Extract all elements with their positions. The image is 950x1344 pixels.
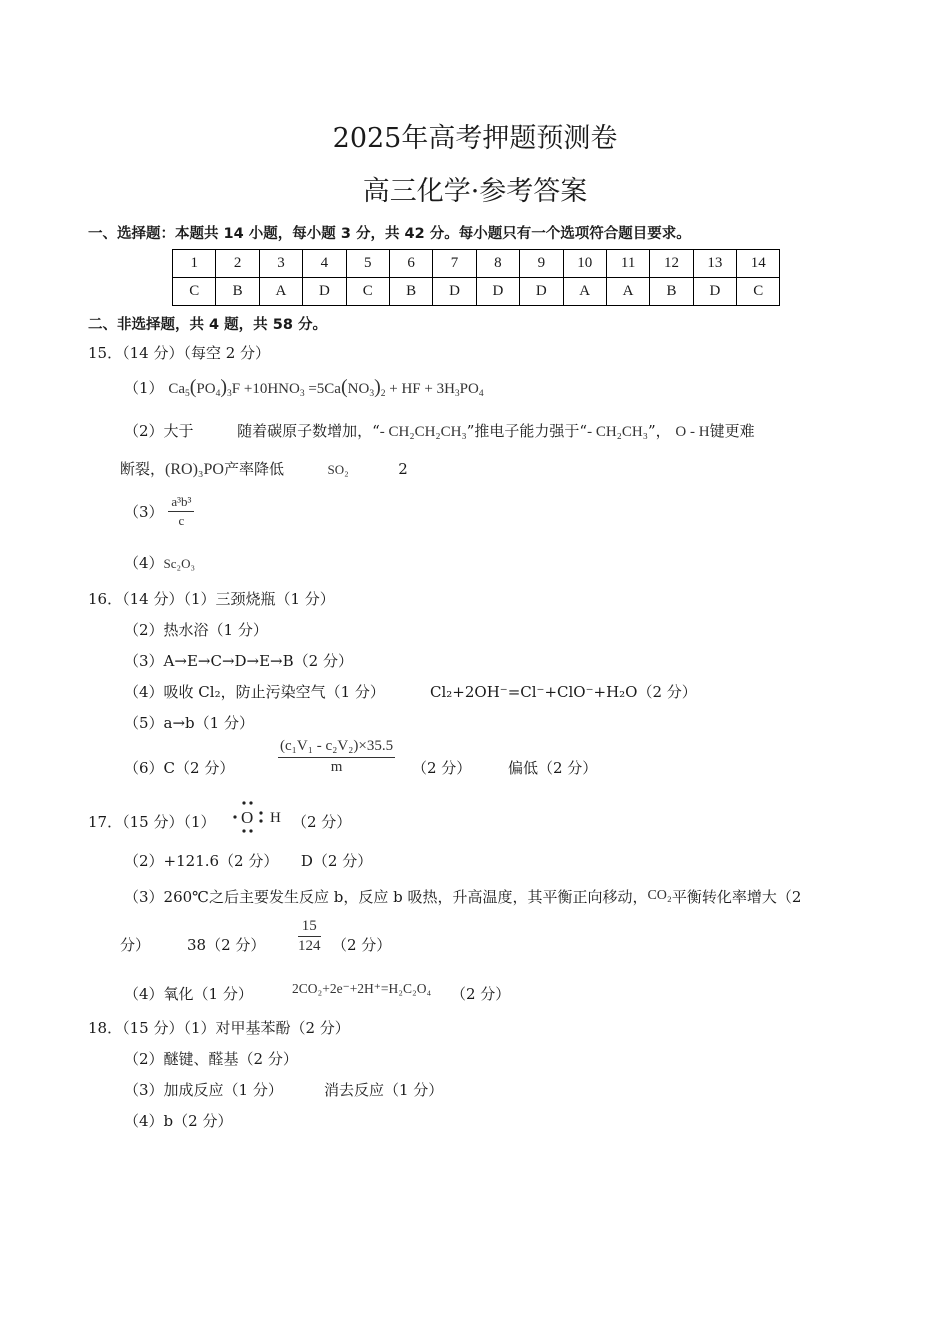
- q18-part3a: （3）加成反应（1 分）: [124, 1081, 283, 1099]
- answer-table-number-cell: 14: [737, 250, 780, 278]
- answer-table-number-cell: 2: [216, 250, 259, 278]
- q15-part4: [124, 552, 195, 573]
- answer-table-answer-cell: D: [476, 278, 519, 306]
- q15-part1-label: （1）: [124, 379, 164, 397]
- q15-part3-fraction: [168, 494, 194, 529]
- q15-part2-product: (RO)₃PO: [165, 461, 224, 478]
- q17-part3-line2b: 38（2 分）: [187, 936, 266, 954]
- q17-part3-line2c: （2 分）: [332, 936, 392, 954]
- q15-part2-line2: [120, 458, 408, 479]
- q16-part5: （5）a→b（1 分）: [124, 714, 254, 732]
- hydroxyl-electron-dot-structure: [230, 800, 290, 836]
- q15-part2-line1: [124, 420, 755, 441]
- q16-part6-label: （6）C（2 分）: [124, 759, 235, 777]
- electron-dot-diagram-icon: [230, 800, 290, 836]
- answer-table-number-cell: 5: [346, 250, 389, 278]
- answer-table-answer-cell: C: [737, 278, 780, 306]
- q15-part2-oh-bond: O - H: [675, 424, 710, 440]
- q15-part2-so2: SO₂: [327, 462, 349, 477]
- q17-part3-line1: [124, 886, 801, 907]
- q16-part2: （2）热水浴（1 分）: [124, 621, 268, 639]
- oxygen-symbol: O: [241, 808, 254, 827]
- section-heading-nonchoice: 二、非选择题，共 4 题，共 58 分。: [88, 317, 327, 333]
- q17-part3-numerator: 15: [298, 918, 321, 937]
- answer-table-number-cell: 9: [520, 250, 563, 278]
- answer-table-number-row: [173, 250, 780, 278]
- answer-table-answer-row: [173, 278, 780, 306]
- answer-table-number-cell: 12: [650, 250, 693, 278]
- q16-part6-score: （2 分）: [412, 759, 472, 777]
- hydrogen-symbol: H: [270, 810, 281, 826]
- q17-part3-co2: CO₂: [647, 888, 672, 903]
- answer-table-number-cell: 10: [563, 250, 606, 278]
- answer-table-answer-cell: D: [520, 278, 563, 306]
- q15-header: 15．（14 分）（每空 2 分）: [88, 344, 271, 362]
- q17-part1-score: （2 分）: [292, 813, 352, 831]
- page-title: 2025年高考押题预测卷: [332, 123, 618, 154]
- answer-table-number-cell: 7: [433, 250, 476, 278]
- q18-part3b: 消去反应（1 分）: [324, 1081, 444, 1099]
- q15-part3-numerator: a³b³: [168, 494, 194, 512]
- answer-table-answer-cell: B: [216, 278, 259, 306]
- q15-part4-label: （4）: [124, 554, 164, 572]
- q17-part3-text: （3）260℃之后主要发生反应 b，反应 b 吸热，升高温度，其平衡正向移动，: [124, 888, 648, 906]
- answer-table-answer-cell: D: [693, 278, 736, 306]
- section-heading-choice: 一、选择题：本题共 14 小题，每小题 3 分，共 42 分。每小题只有一个选项符合题目要求。: [88, 226, 691, 242]
- q15-part2-text: 随着碳原子数增加，“: [237, 422, 380, 440]
- q15-part2-line2-text2: 产率降低: [223, 460, 284, 478]
- q15-part1-equation: $Ca_5(PO_4)_3F +10HNO_3 =5Ca(NO_3)_2$ + HF + $3H_3PO_4$: [168, 376, 484, 399]
- q16-part6-tail: 偏低（2 分）: [508, 759, 598, 777]
- answer-table-answer-cell: A: [563, 278, 606, 306]
- q15-part2-label: （2）大于: [124, 422, 194, 440]
- answer-table-answer-cell: D: [433, 278, 476, 306]
- q15-part3-label: （3）: [124, 503, 164, 521]
- q15-part2-line2-text: 断裂，: [120, 460, 166, 478]
- q17-part4-equation: 2CO₂+2e⁻+2H⁺=H₂C₂O₄: [292, 981, 432, 996]
- answer-table-number-cell: 11: [606, 250, 649, 278]
- q18-header: 18．（15 分）（1）对甲基苯酚（2 分）: [88, 1019, 350, 1037]
- answer-table-number-cell: 13: [693, 250, 736, 278]
- answer-table-answer-cell: B: [389, 278, 432, 306]
- q17-part3-text2: 平衡转化率增大（2: [671, 888, 802, 906]
- q16-part4b: Cl₂+2OH⁻=Cl⁻+ClO⁻+H₂O（2 分）: [430, 683, 697, 701]
- q17-part4-score: （2 分）: [451, 985, 511, 1003]
- answer-table-number-cell: 3: [259, 250, 302, 278]
- q17-part3-denominator: 124: [298, 938, 321, 954]
- answer-table-answer-cell: A: [259, 278, 302, 306]
- q15-part2-text3: ”，: [647, 422, 671, 440]
- answer-table-answer-cell: A: [606, 278, 649, 306]
- q15-part2-text4: 键更难: [709, 422, 755, 440]
- answer-table-answer-cell: D: [303, 278, 346, 306]
- q15-part3: [124, 494, 194, 529]
- q16-part6-fraction: [278, 738, 395, 776]
- answer-table-answer-cell: B: [650, 278, 693, 306]
- q18-part2: （2）醚键、醛基（2 分）: [124, 1050, 298, 1068]
- q15-part2-ethyl: - CH₂CH₃: [587, 424, 648, 440]
- answer-table-answer-cell: C: [346, 278, 389, 306]
- answer-table-answer-cell: C: [173, 278, 216, 306]
- q15-part1: [124, 376, 484, 399]
- q18-part4: （4）b（2 分）: [124, 1112, 233, 1130]
- q17-part2: （2）+121.6（2 分） D（2 分）: [124, 852, 373, 870]
- q16-part6-denominator: m: [330, 759, 343, 775]
- q17-part4-label: （4）氧化（1 分）: [124, 985, 253, 1003]
- answer-table-number-cell: 1: [173, 250, 216, 278]
- q16-part3: （3）A→E→C→D→E→B（2 分）: [124, 652, 353, 670]
- q16-part6-numerator: (c₁V₁ - c₂V₂)×35.5: [278, 738, 395, 758]
- page-subtitle: 高三化学·参考答案: [362, 176, 588, 207]
- q15-part3-denominator: c: [178, 513, 185, 528]
- q15-part2-propyl: - CH₂CH₂CH₃: [379, 424, 467, 440]
- q17-part3-line2a: 分）: [120, 936, 151, 954]
- q16-part4a: （4）吸收 Cl₂，防止污染空气（1 分）: [124, 683, 385, 701]
- q15-part2-value: 2: [398, 460, 408, 478]
- q17-part3-fraction: [298, 918, 321, 955]
- answer-table: [172, 249, 780, 306]
- answer-table-number-cell: 8: [476, 250, 519, 278]
- q15-part4-answer: Sc₂O₃: [163, 556, 195, 571]
- answer-table-number-cell: 6: [389, 250, 432, 278]
- answer-table-number-cell: 4: [303, 250, 346, 278]
- q15-part2-text2: ”推电子能力强于“: [466, 422, 588, 440]
- q17-header: 17．（15 分）（1）: [88, 813, 216, 831]
- q16-header: 16．（14 分）（1）三颈烧瓶（1 分）: [88, 590, 335, 608]
